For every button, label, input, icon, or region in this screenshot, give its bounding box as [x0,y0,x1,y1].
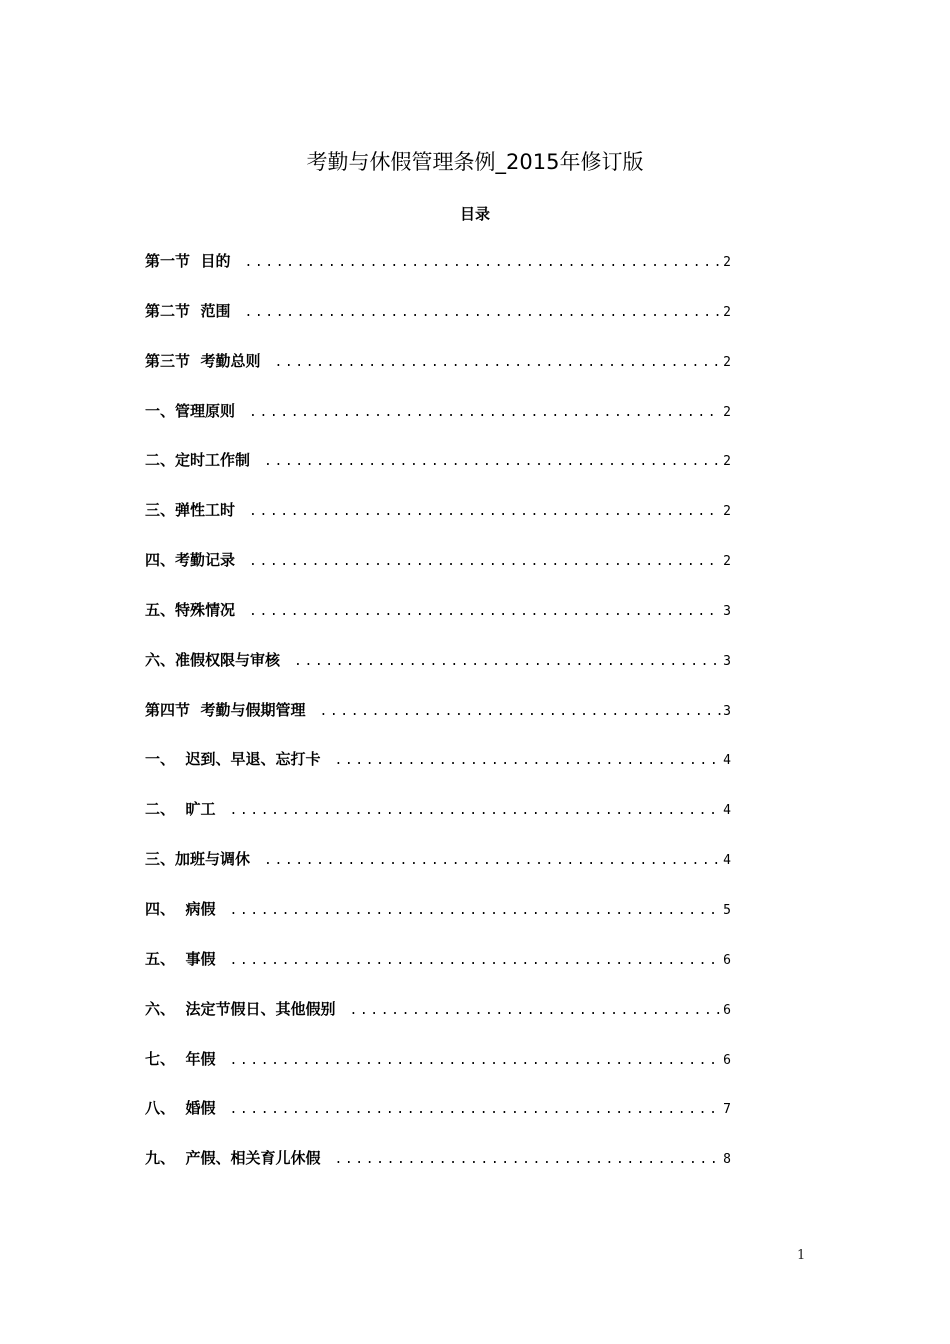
toc-entry-label: 二、定时工作制 [145,451,251,470]
toc-entry-label: 一、 迟到、早退、忘打卡 [145,750,321,769]
toc-leader-dots [334,753,721,768]
toc-entry-row [145,599,731,623]
toc-entry-label: 第三节 考勤总则 [145,351,261,370]
toc-entry-row [145,250,731,274]
toc-entry[interactable] [145,350,731,400]
toc-entry[interactable] [145,1147,731,1197]
toc-entry-page: 2 [723,354,731,370]
toc-entry-label: 第二节 范围 [145,301,231,320]
toc-leader-dots [274,355,721,370]
toc-entry[interactable] [145,748,731,798]
toc-entry-page: 7 [723,1102,731,1118]
toc-entry-label: 第一节 目的 [145,252,231,270]
toc-entry-page: 3 [723,653,731,669]
toc-entry-page: 6 [723,1002,731,1018]
toc-entry[interactable] [145,948,731,998]
toc-entry-label: 四、考勤记录 [145,551,236,570]
toc-entry-page: 5 [723,902,731,918]
toc-entry-label: 第四节 考勤与假期管理 [145,700,306,719]
toc-entry-label: 五、 事假 [145,949,216,968]
toc-entry-page: 8 [723,1152,731,1168]
toc-entry-page: 3 [723,703,731,719]
toc-leader-dots [229,903,721,918]
toc-entry-row [145,948,731,972]
toc-entry[interactable] [145,449,731,499]
toc-entry-label: 一、管理原则 [145,401,236,420]
toc-leader-dots [264,454,721,469]
toc-entry[interactable] [145,1097,731,1147]
toc-entry-page: 3 [723,603,731,619]
toc-leader-dots [244,255,721,270]
toc-leader-dots [229,953,721,968]
toc-entry-row [145,300,731,324]
toc-entry-row [145,400,731,424]
toc-entry-label: 六、 法定节假日、其他假别 [145,999,336,1018]
toc-leader-dots [334,1152,721,1167]
toc-entry[interactable] [145,998,731,1048]
toc-leader-dots [249,604,721,619]
toc-entry-label: 八、 婚假 [145,1099,216,1118]
toc-entry-row [145,848,731,872]
toc-entry-label: 六、准假权限与审核 [145,650,281,669]
toc-entry-row [145,748,731,772]
toc-leader-dots [294,654,721,669]
toc-entry[interactable] [145,848,731,898]
toc-entry-row [145,1048,731,1072]
toc-leader-dots [249,504,721,519]
toc-leader-dots [319,704,721,719]
toc-entry[interactable] [145,898,731,948]
toc-entry-row [145,549,731,573]
toc-entry-row [145,898,731,922]
toc-entry-row [145,449,731,473]
toc-leader-dots [244,305,721,320]
toc-entry[interactable] [145,798,731,848]
toc-entry[interactable] [145,649,731,699]
toc-entry-row [145,499,731,523]
toc-entry-page: 4 [723,853,731,869]
toc-entry-page: 2 [723,554,731,570]
toc-entry-row [145,699,731,723]
toc-leader-dots [229,1102,721,1117]
toc-leader-dots [349,1003,721,1018]
toc-leader-dots [264,853,721,868]
toc-entry[interactable] [145,499,731,549]
toc-heading: 目录 [459,205,490,223]
toc-entry-page: 4 [723,753,731,769]
toc-entry-row [145,1147,731,1171]
toc-entry-row [145,1097,731,1121]
toc-leader-dots [229,1053,721,1068]
toc-entry-label: 五、特殊情况 [145,600,236,619]
toc-entry-page: 2 [723,255,731,270]
toc-entry-page: 6 [723,1052,731,1068]
toc-entry-row [145,350,731,374]
toc-entry-label: 七、 年假 [145,1049,216,1068]
toc-leader-dots [249,405,721,420]
toc-entry[interactable] [145,1048,731,1098]
toc-entry[interactable] [145,699,731,749]
toc-entry-label: 三、加班与调休 [145,850,251,869]
toc-entry-page: 2 [723,454,731,470]
toc-entry-label: 二、 旷工 [145,800,216,819]
toc-entry-page: 6 [723,952,731,968]
toc-leader-dots [229,803,721,818]
toc-entry[interactable] [145,250,731,300]
toc-entry-page: 2 [723,504,731,520]
toc-entry[interactable] [145,549,731,599]
toc-entry-page: 4 [723,803,731,819]
toc-entry-row [145,998,731,1022]
document-title: 考勤与休假管理条例_2015年修订版 [306,150,644,174]
toc-entry-page: 2 [723,304,731,320]
toc-entry-page: 2 [723,404,731,420]
toc-entry[interactable] [145,599,731,649]
table-of-contents [145,250,731,1197]
page-number: 1 [797,1248,806,1263]
toc-entry-label: 四、 病假 [145,899,216,918]
toc-entry-label: 三、弹性工时 [145,501,236,520]
toc-leader-dots [249,554,721,569]
toc-entry-row [145,649,731,673]
toc-entry[interactable] [145,300,731,350]
toc-entry-label: 九、 产假、相关育儿休假 [145,1149,321,1168]
toc-entry[interactable] [145,400,731,450]
toc-entry-row [145,798,731,822]
